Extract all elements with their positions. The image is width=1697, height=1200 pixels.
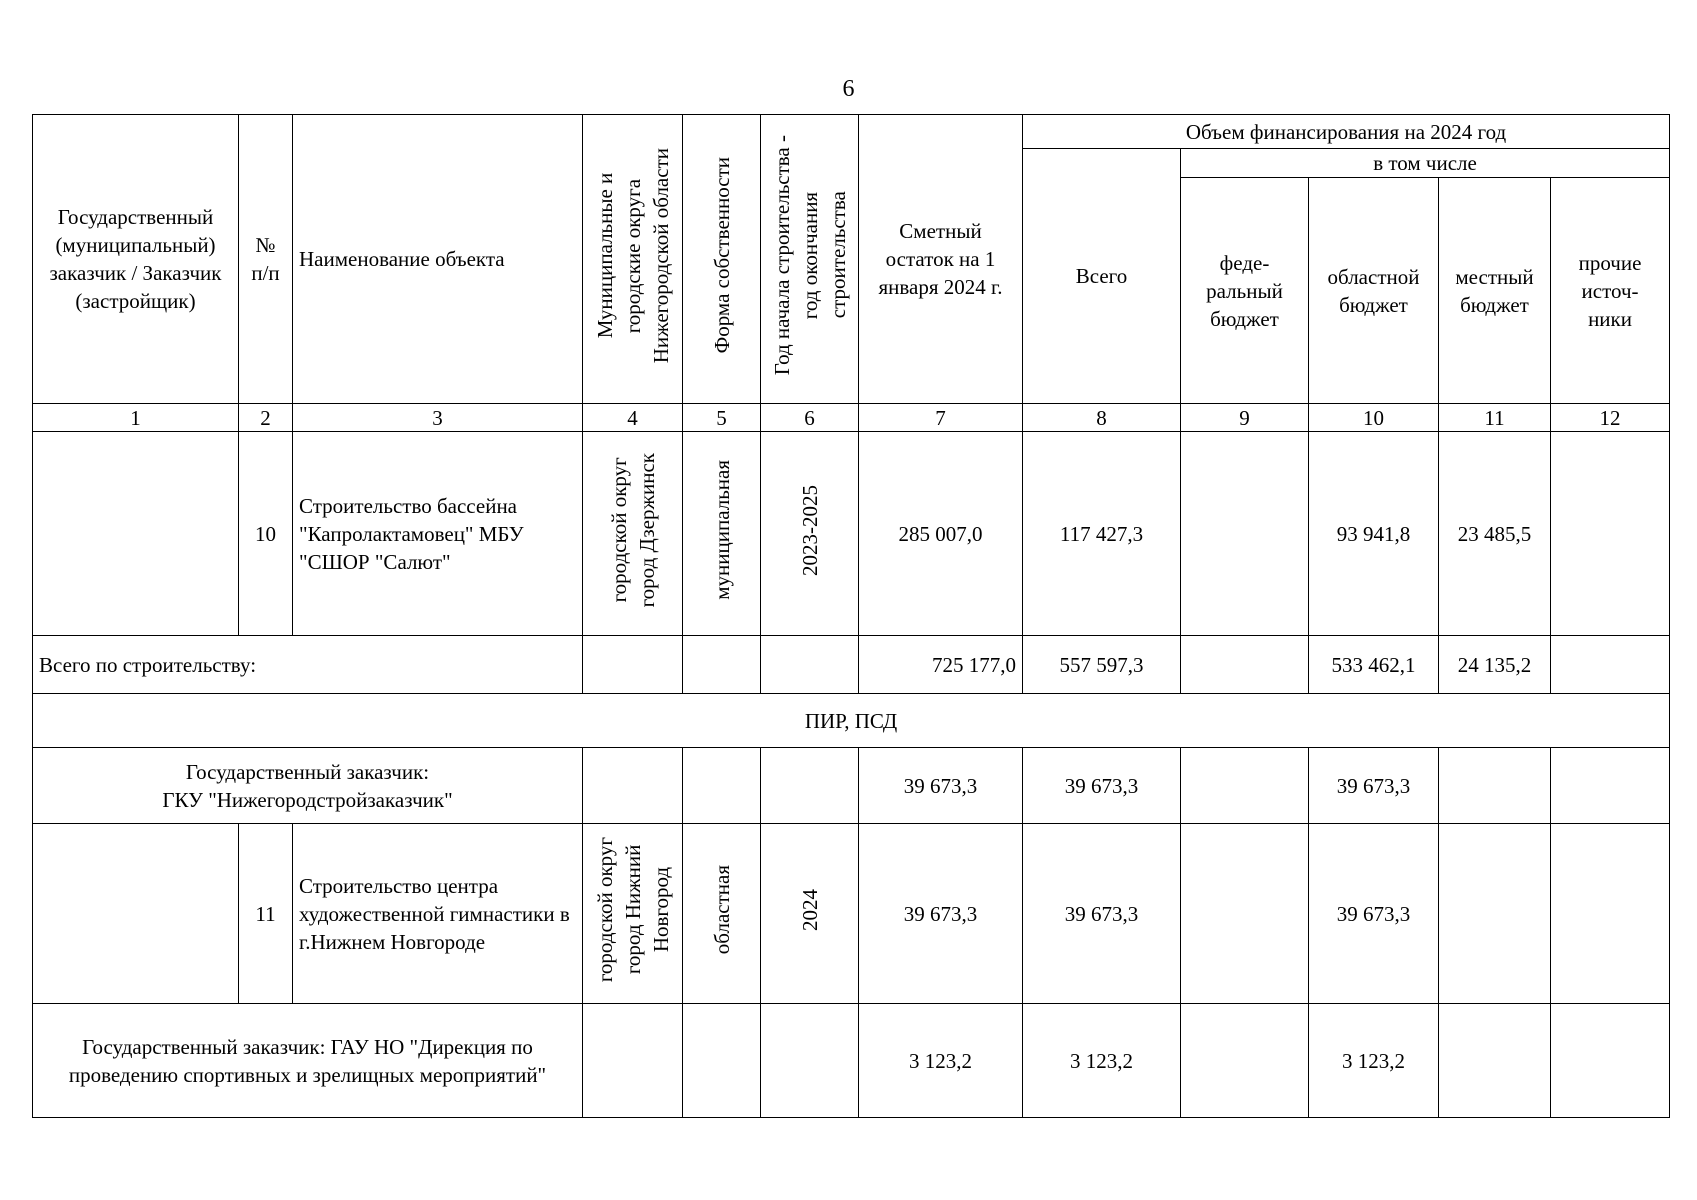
municipality-text: городской округ город Дзержинск: [606, 452, 659, 608]
table-row-construction-total: [33, 636, 1670, 694]
empty-cell: [1181, 1004, 1309, 1118]
estimate-value: 3 123,2: [859, 1004, 1023, 1118]
empty-cell: [1439, 824, 1551, 1004]
municipality-text: городской округ город Нижний Новгород: [592, 837, 673, 983]
years-cell: [761, 432, 859, 636]
page-number: 6: [842, 76, 855, 102]
header-total: Всего: [1023, 149, 1181, 404]
empty-cell: [1439, 1004, 1551, 1118]
years-cell: [761, 824, 859, 1004]
federal-value: [1181, 432, 1309, 636]
estimate-value: 285 007,0: [859, 432, 1023, 636]
header-estimate: Сметный остаток на 1 января 2024 г.: [859, 115, 1023, 404]
empty-cell: [761, 636, 859, 694]
column-index: 9: [1181, 404, 1309, 432]
row-number: 10: [239, 432, 293, 636]
empty-cell: [1181, 748, 1309, 824]
header-federal: феде- ральный бюджет: [1181, 178, 1309, 404]
regional-value: 3 123,2: [1309, 1004, 1439, 1118]
column-index: 3: [293, 404, 583, 432]
column-index: 4: [583, 404, 683, 432]
regional-value: 39 673,3: [1309, 748, 1439, 824]
empty-cell: [583, 636, 683, 694]
column-index: 2: [239, 404, 293, 432]
empty-cell: [1181, 824, 1309, 1004]
header-row-1: [33, 115, 1670, 149]
column-index: 8: [1023, 404, 1181, 432]
table-row-object-11: [33, 824, 1670, 1004]
section-title: ПИР, ПСД: [33, 694, 1670, 748]
customer-gku-label: Государственный заказчик: ГКУ "Нижегородстройзаказчик": [33, 748, 583, 824]
empty-cell: [583, 1004, 683, 1118]
table-row-customer-gau: [33, 1004, 1670, 1118]
table-row-object-10: [33, 432, 1670, 636]
regional-value: 93 941,8: [1309, 432, 1439, 636]
financing-table: [32, 114, 1670, 1118]
ownership-cell: [683, 432, 761, 636]
total-value: 3 123,2: [1023, 1004, 1181, 1118]
local-value: 24 135,2: [1439, 636, 1551, 694]
empty-cell: [683, 748, 761, 824]
header-ownership-text: Форма собственности: [709, 157, 734, 354]
header-regional: областной бюджет: [1309, 178, 1439, 404]
ownership-text: областная: [709, 865, 734, 955]
table-row-customer-gku: [33, 748, 1670, 824]
total-value: 39 673,3: [1023, 748, 1181, 824]
empty-cell: [1551, 1004, 1670, 1118]
customer-cell-empty: [33, 432, 239, 636]
customer-gau-label: Государственный заказчик: ГАУ НО "Дирекция по проведению спортивных и зрелищных мероприятий": [33, 1004, 583, 1118]
customer-cell-empty: [33, 824, 239, 1004]
row-number: 11: [239, 824, 293, 1004]
column-index: 10: [1309, 404, 1439, 432]
empty-cell: [761, 1004, 859, 1118]
column-index: 6: [761, 404, 859, 432]
header-num: № п/п: [239, 115, 293, 404]
object-name: Строительство центра художественной гимнастики в г.Нижнем Новгороде: [293, 824, 583, 1004]
empty-cell: [761, 748, 859, 824]
total-value: 557 597,3: [1023, 636, 1181, 694]
column-index-row: [33, 404, 1670, 432]
estimate-value: 39 673,3: [859, 748, 1023, 824]
construction-total-label: Всего по строительству:: [33, 636, 583, 694]
header-municipality-text: Муниципальные и городские округа Нижегородской области: [592, 147, 673, 364]
header-financing: Объем финансирования на 2024 год: [1023, 115, 1670, 149]
empty-cell: [1181, 636, 1309, 694]
estimate-value: 725 177,0: [859, 636, 1023, 694]
empty-cell: [683, 636, 761, 694]
header-local: местный бюджет: [1439, 178, 1551, 404]
column-index: 12: [1551, 404, 1670, 432]
ownership-cell: [683, 824, 761, 1004]
header-years: [761, 115, 859, 404]
regional-value: 533 462,1: [1309, 636, 1439, 694]
years-text: 2023-2025: [797, 484, 822, 576]
empty-cell: [683, 1004, 761, 1118]
other-value: [1551, 432, 1670, 636]
header-years-text: Год начала строительства - год окончания строительства: [769, 135, 850, 376]
empty-cell: [1551, 636, 1670, 694]
years-text: 2024: [797, 889, 822, 931]
empty-cell: [1551, 824, 1670, 1004]
header-including: в том числе: [1181, 149, 1670, 178]
total-value: 39 673,3: [1023, 824, 1181, 1004]
empty-cell: [583, 748, 683, 824]
municipality-cell: [583, 432, 683, 636]
local-value: 23 485,5: [1439, 432, 1551, 636]
empty-cell: [1439, 748, 1551, 824]
object-name: Строительство бассейна "Капролактамовец" МБУ "СШОР "Салют": [293, 432, 583, 636]
header-ownership: [683, 115, 761, 404]
empty-cell: [1551, 748, 1670, 824]
table-row-section: [33, 694, 1670, 748]
municipality-cell: [583, 824, 683, 1004]
header-customer: Государственный (муниципальный) заказчик / Заказчик (застройщик): [33, 115, 239, 404]
regional-value: 39 673,3: [1309, 824, 1439, 1004]
column-index: 11: [1439, 404, 1551, 432]
estimate-value: 39 673,3: [859, 824, 1023, 1004]
column-index: 1: [33, 404, 239, 432]
header-other: прочие источ- ники: [1551, 178, 1670, 404]
ownership-text: муниципальная: [709, 460, 734, 600]
column-index: 7: [859, 404, 1023, 432]
total-value: 117 427,3: [1023, 432, 1181, 636]
header-municipality: [583, 115, 683, 404]
column-index: 5: [683, 404, 761, 432]
header-object-name: Наименование объекта: [293, 115, 583, 404]
